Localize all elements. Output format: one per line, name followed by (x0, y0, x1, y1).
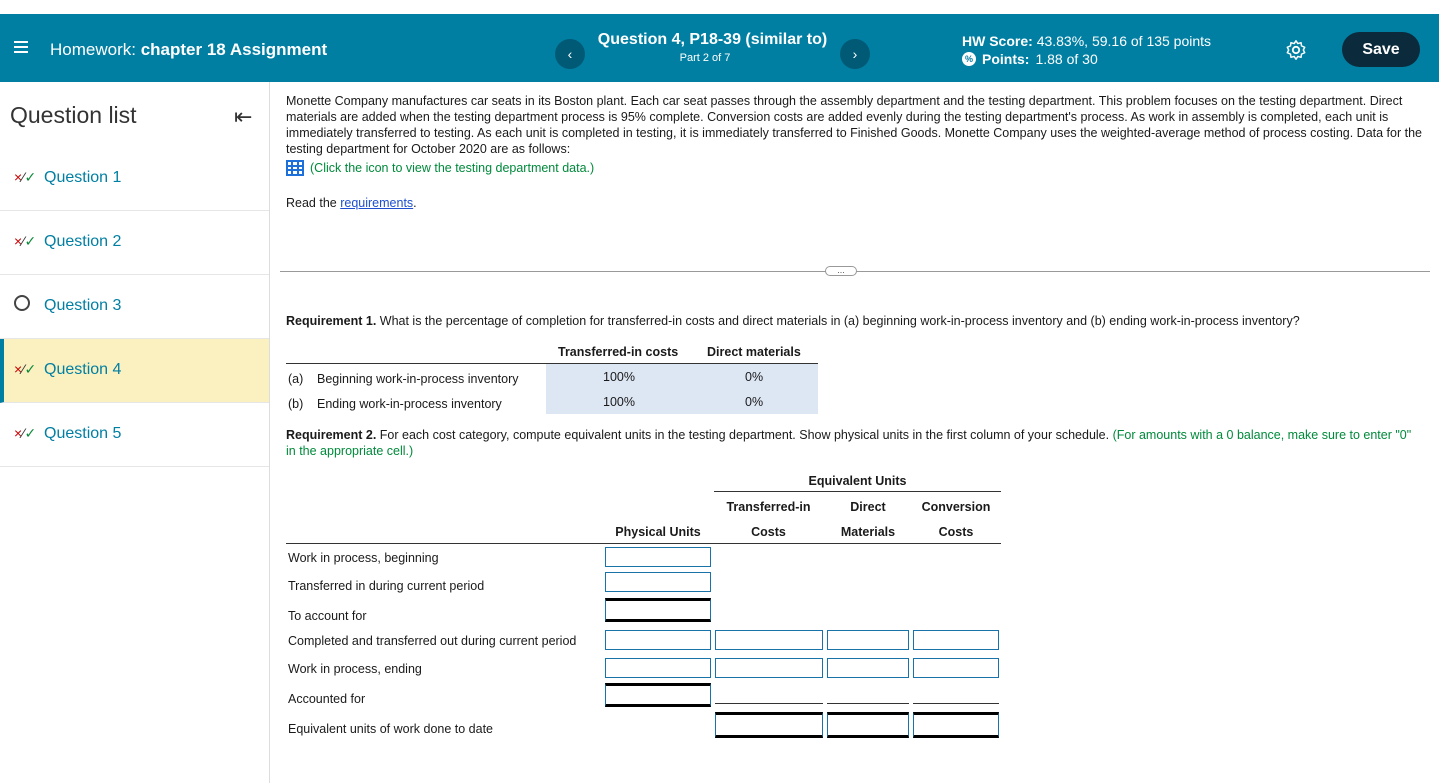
table1-header-direct-materials: Direct materials (707, 345, 801, 359)
col-direct-materials-line1: Direct (850, 500, 886, 514)
physical-units-transferred-in-input[interactable] (605, 572, 711, 592)
expand-more-button[interactable]: ... (825, 266, 857, 276)
sidebar-item-question-4[interactable] (0, 339, 269, 403)
question-label: Question 4 (44, 361, 122, 378)
requirement-2-text: For each cost category, compute equivalent units in the testing department. Show physical units in the first column of your schedule. (376, 428, 1113, 442)
question-label: Question 1 (44, 169, 122, 186)
homework-name: chapter 18 Assignment (140, 40, 328, 59)
transferred-in-wip-ending-input[interactable] (715, 658, 823, 678)
equivalent-units-rule (714, 491, 1001, 492)
requirement-2 (286, 427, 1416, 459)
table1-row-a-letter: (a) (288, 372, 304, 386)
requirements-link[interactable]: requirements (340, 196, 414, 210)
direct-materials-sum-rule (827, 703, 909, 704)
physical-units-to-account-for-input[interactable] (605, 598, 711, 622)
row-wip-ending-label: Work in process, ending (288, 662, 422, 676)
homework-prefix: Homework: (50, 40, 136, 59)
requirement-1-label: Requirement 1. (286, 314, 377, 328)
question-label: Question 5 (44, 425, 122, 442)
data-table-icon[interactable] (286, 160, 304, 176)
sidebar-item-question-5[interactable] (0, 403, 269, 467)
row-equivalent-units-label: Equivalent units of work done to date (288, 722, 493, 736)
previous-question-button[interactable]: ‹ (555, 39, 585, 69)
transferred-in-completed-input[interactable] (715, 630, 823, 650)
requirement-2-label: Requirement 2. (286, 428, 377, 442)
requirement-2-hint: (For amounts with a 0 balance, make sure to enter "0" in the appropriate cell.) (286, 428, 1412, 458)
transferred-in-equivalent-units-input[interactable] (715, 712, 823, 738)
points-label: Points: (982, 51, 1030, 67)
col-conversion-line2: Costs (938, 525, 974, 539)
col-transferred-in-line1: Transferred-in (726, 500, 811, 514)
direct-materials-completed-input[interactable] (827, 630, 909, 650)
col-physical-units: Physical Units (615, 525, 701, 539)
requirement-1-text: What is the percentage of completion for transferred-in costs and direct materials in (a) beginning work-in-process inventory and (b) ending work-in-process inventory? (376, 314, 1300, 328)
equivalent-units-header: Equivalent Units (808, 474, 907, 488)
physical-units-accounted-for-input[interactable] (605, 683, 711, 707)
row-transferred-in-label: Transferred in during current period (288, 579, 485, 593)
direct-materials-wip-ending-input[interactable] (827, 658, 909, 678)
read-suffix: . (413, 196, 417, 210)
partial-score-icon: ×⁄✓ (14, 425, 37, 441)
table1-row-b-transferred-in: 100% (603, 395, 635, 409)
points-value: 1.88 of 30 (1035, 51, 1098, 67)
question-label: Question 2 (44, 233, 122, 250)
next-question-button[interactable]: › (840, 39, 870, 69)
row-accounted-for-label: Accounted for (288, 692, 366, 706)
hw-score (962, 33, 1211, 49)
row-wip-beginning-label: Work in process, beginning (288, 551, 439, 565)
hw-score-label: HW Score: (962, 33, 1033, 49)
direct-materials-equivalent-units-input[interactable] (827, 712, 909, 738)
partial-credit-icon: % (962, 52, 976, 66)
menu-icon[interactable] (14, 41, 28, 55)
table2-header-rule (286, 543, 1001, 544)
top-band (0, 0, 1439, 14)
physical-units-completed-input[interactable] (605, 630, 711, 650)
problem-intro: Monette Company manufactures car seats in its Boston plant. Each car seat passes through the assembly department and the testing department. This problem focuses on the testing department. Direct materials are added when the testing department process is 95% complete. Conversion costs are added evenly during the testing department's process. As work in assembly is completed, each unit is immediately transferred to testing. As each unit is completed in testing, it is immediately transferred to Finished Goods. Monette Company uses the weighted-average method of process costing. Data for the testing department for October 2020 are as follows: (286, 94, 1422, 156)
data-table-link-text[interactable]: (Click the icon to view the testing department data.) (310, 161, 595, 175)
question-list-title: Question list (10, 102, 137, 128)
table1-row-a-transferred-in: 100% (603, 370, 635, 384)
collapse-sidebar-icon[interactable]: ⇤ (234, 104, 253, 129)
row-to-account-for-label: To account for (288, 609, 367, 623)
requirement-1 (286, 314, 1300, 328)
transferred-in-sum-rule (715, 703, 823, 704)
table1-row-b-label: Ending work-in-process inventory (317, 397, 502, 411)
question-part: Part 2 of 7 (679, 52, 731, 64)
question-title: Question 4, P18-39 (similar to) (597, 31, 828, 48)
data-table-link[interactable] (286, 160, 594, 176)
table1-header-transferred-in: Transferred-in costs (558, 345, 679, 359)
partial-score-icon: ×⁄✓ (14, 169, 37, 185)
not-started-circle-icon (14, 295, 30, 314)
header-bar (0, 14, 1439, 82)
partial-score-icon: ×⁄✓ (14, 233, 37, 249)
col-transferred-in-line2: Costs (751, 525, 786, 539)
physical-units-wip-beginning-input[interactable] (605, 547, 711, 567)
sidebar-item-question-1[interactable] (0, 147, 269, 211)
read-requirements (286, 196, 417, 210)
sidebar-item-question-2[interactable] (0, 211, 269, 275)
question-label: Question 3 (44, 297, 122, 314)
hw-score-value: 43.83%, 59.16 of 135 points (1036, 33, 1212, 49)
conversion-completed-input[interactable] (913, 630, 999, 650)
physical-units-wip-ending-input[interactable] (605, 658, 711, 678)
sidebar-item-question-3[interactable] (0, 275, 269, 339)
save-button[interactable]: Save (1342, 32, 1420, 67)
settings-gear-icon[interactable] (1285, 39, 1307, 61)
table1-row-b-letter: (b) (288, 397, 304, 411)
table1-row-a-direct-materials: 0% (745, 370, 764, 384)
col-conversion-line1: Conversion (921, 500, 991, 514)
conversion-equivalent-units-input[interactable] (913, 712, 999, 738)
question-list-sidebar (0, 82, 270, 783)
row-completed-label: Completed and transferred out during current period (288, 634, 577, 648)
read-prefix: Read the (286, 196, 337, 210)
table1-row-a-label: Beginning work-in-process inventory (317, 372, 519, 386)
conversion-wip-ending-input[interactable] (913, 658, 999, 678)
col-direct-materials-line2: Materials (840, 525, 896, 539)
table1-answer-cells (546, 364, 818, 414)
conversion-sum-rule (913, 703, 999, 704)
homework-title (50, 40, 327, 60)
points (962, 51, 1098, 67)
partial-score-icon: ×⁄✓ (14, 361, 37, 377)
table1-row-b-direct-materials: 0% (745, 395, 764, 409)
